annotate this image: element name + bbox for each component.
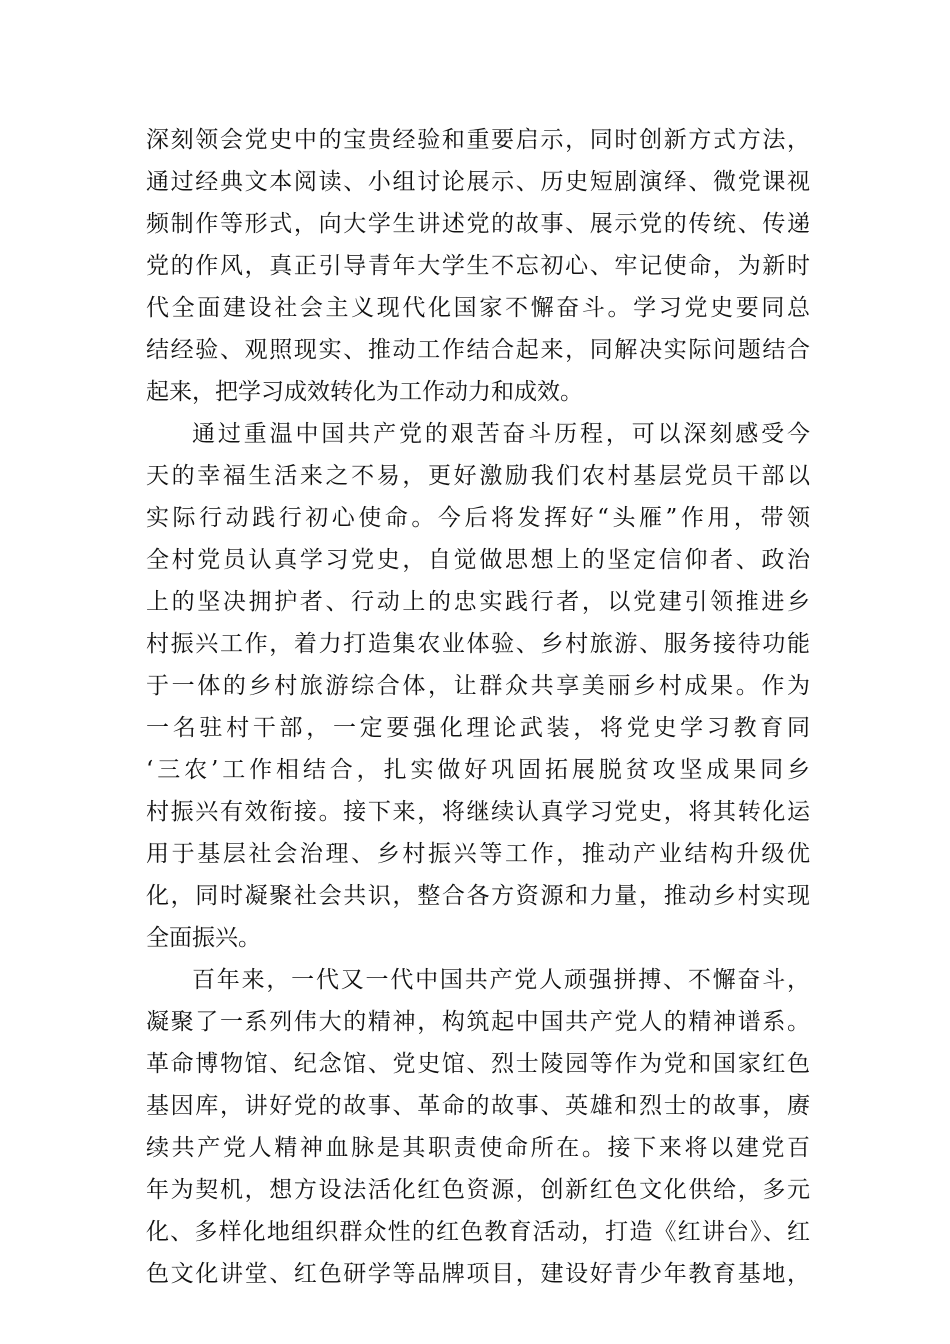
text-line: 色文化讲堂、红色研学等品牌项目，建设好青少年教育基地， bbox=[146, 1261, 810, 1287]
text-line: 百年来，一代又一代中国共产党人顽强拼搏、不懈奋斗， bbox=[192, 967, 810, 993]
text-line: 实际行动践行初心使命。今后将发挥好“头雁”作用，带领 bbox=[146, 505, 810, 531]
text-line: 深刻领会党史中的宝贵经验和重要启示，同时创新方式方法， bbox=[146, 127, 810, 153]
text-line: 上的坚决拥护者、行动上的忠实践行者，以党建引领推进乡 bbox=[146, 589, 810, 615]
paragraph-3 bbox=[146, 959, 810, 1295]
text-line: 于一体的乡村旅游综合体，让群众共享美丽乡村成果。作为 bbox=[146, 673, 810, 699]
text-line: 频制作等形式，向大学生讲述党的故事、展示党的传统、传递 bbox=[146, 211, 810, 237]
paragraph-1 bbox=[146, 119, 810, 413]
text-line: 全村党员认真学习党史，自觉做思想上的坚定信仰者、政治 bbox=[146, 547, 810, 573]
paragraph-2 bbox=[146, 413, 810, 959]
text-line: 化、多样化地组织群众性的红色教育活动，打造《红讲台》、红 bbox=[146, 1219, 810, 1245]
text-line: 村振兴有效衔接。接下来，将继续认真学习党史，将其转化运 bbox=[146, 799, 810, 825]
text-line: 通过经典文本阅读、小组讨论展示、历史短剧演绎、微党课视 bbox=[146, 169, 810, 195]
text-line: 续共产党人精神血脉是其职责使命所在。接下来将以建党百 bbox=[146, 1135, 810, 1161]
text-line: 一名驻村干部，一定要强化理论武装，将党史学习教育同 bbox=[146, 715, 810, 741]
text-line: 革命博物馆、纪念馆、党史馆、烈士陵园等作为党和国家红色 bbox=[146, 1051, 810, 1077]
text-line: 代全面建设社会主义现代化国家不懈奋斗。学习党史要同总 bbox=[146, 295, 810, 321]
text-line: 全面振兴。 bbox=[146, 925, 261, 951]
text-line: 天的幸福生活来之不易，更好激励我们农村基层党员干部以 bbox=[146, 463, 810, 489]
text-line: 党的作风，真正引导青年大学生不忘初心、牢记使命，为新时 bbox=[146, 253, 810, 279]
text-line: 结经验、观照现实、推动工作结合起来，同解决实际问题结合 bbox=[146, 337, 810, 363]
text-line: 通过重温中国共产党的艰苦奋斗历程，可以深刻感受今 bbox=[192, 421, 810, 447]
text-line: 村振兴工作，着力打造集农业体验、乡村旅游、服务接待功能 bbox=[146, 631, 810, 657]
text-line: 化，同时凝聚社会共识，整合各方资源和力量，推动乡村实现 bbox=[146, 883, 810, 909]
document-body bbox=[146, 119, 810, 1295]
text-line: 起来，把学习成效转化为工作动力和成效。 bbox=[146, 379, 583, 405]
text-line: 凝聚了一系列伟大的精神，构筑起中国共产党人的精神谱系。 bbox=[146, 1009, 810, 1035]
text-line: 用于基层社会治理、乡村振兴等工作，推动产业结构升级优 bbox=[146, 841, 810, 867]
text-line: ‘三农’工作相结合，扎实做好巩固拓展脱贫攻坚成果同乡 bbox=[146, 757, 810, 783]
text-line: 基因库，讲好党的故事、革命的故事、英雄和烈士的故事，赓 bbox=[146, 1093, 810, 1119]
text-line: 年为契机，想方设法活化红色资源，创新红色文化供给，多元 bbox=[146, 1177, 810, 1203]
